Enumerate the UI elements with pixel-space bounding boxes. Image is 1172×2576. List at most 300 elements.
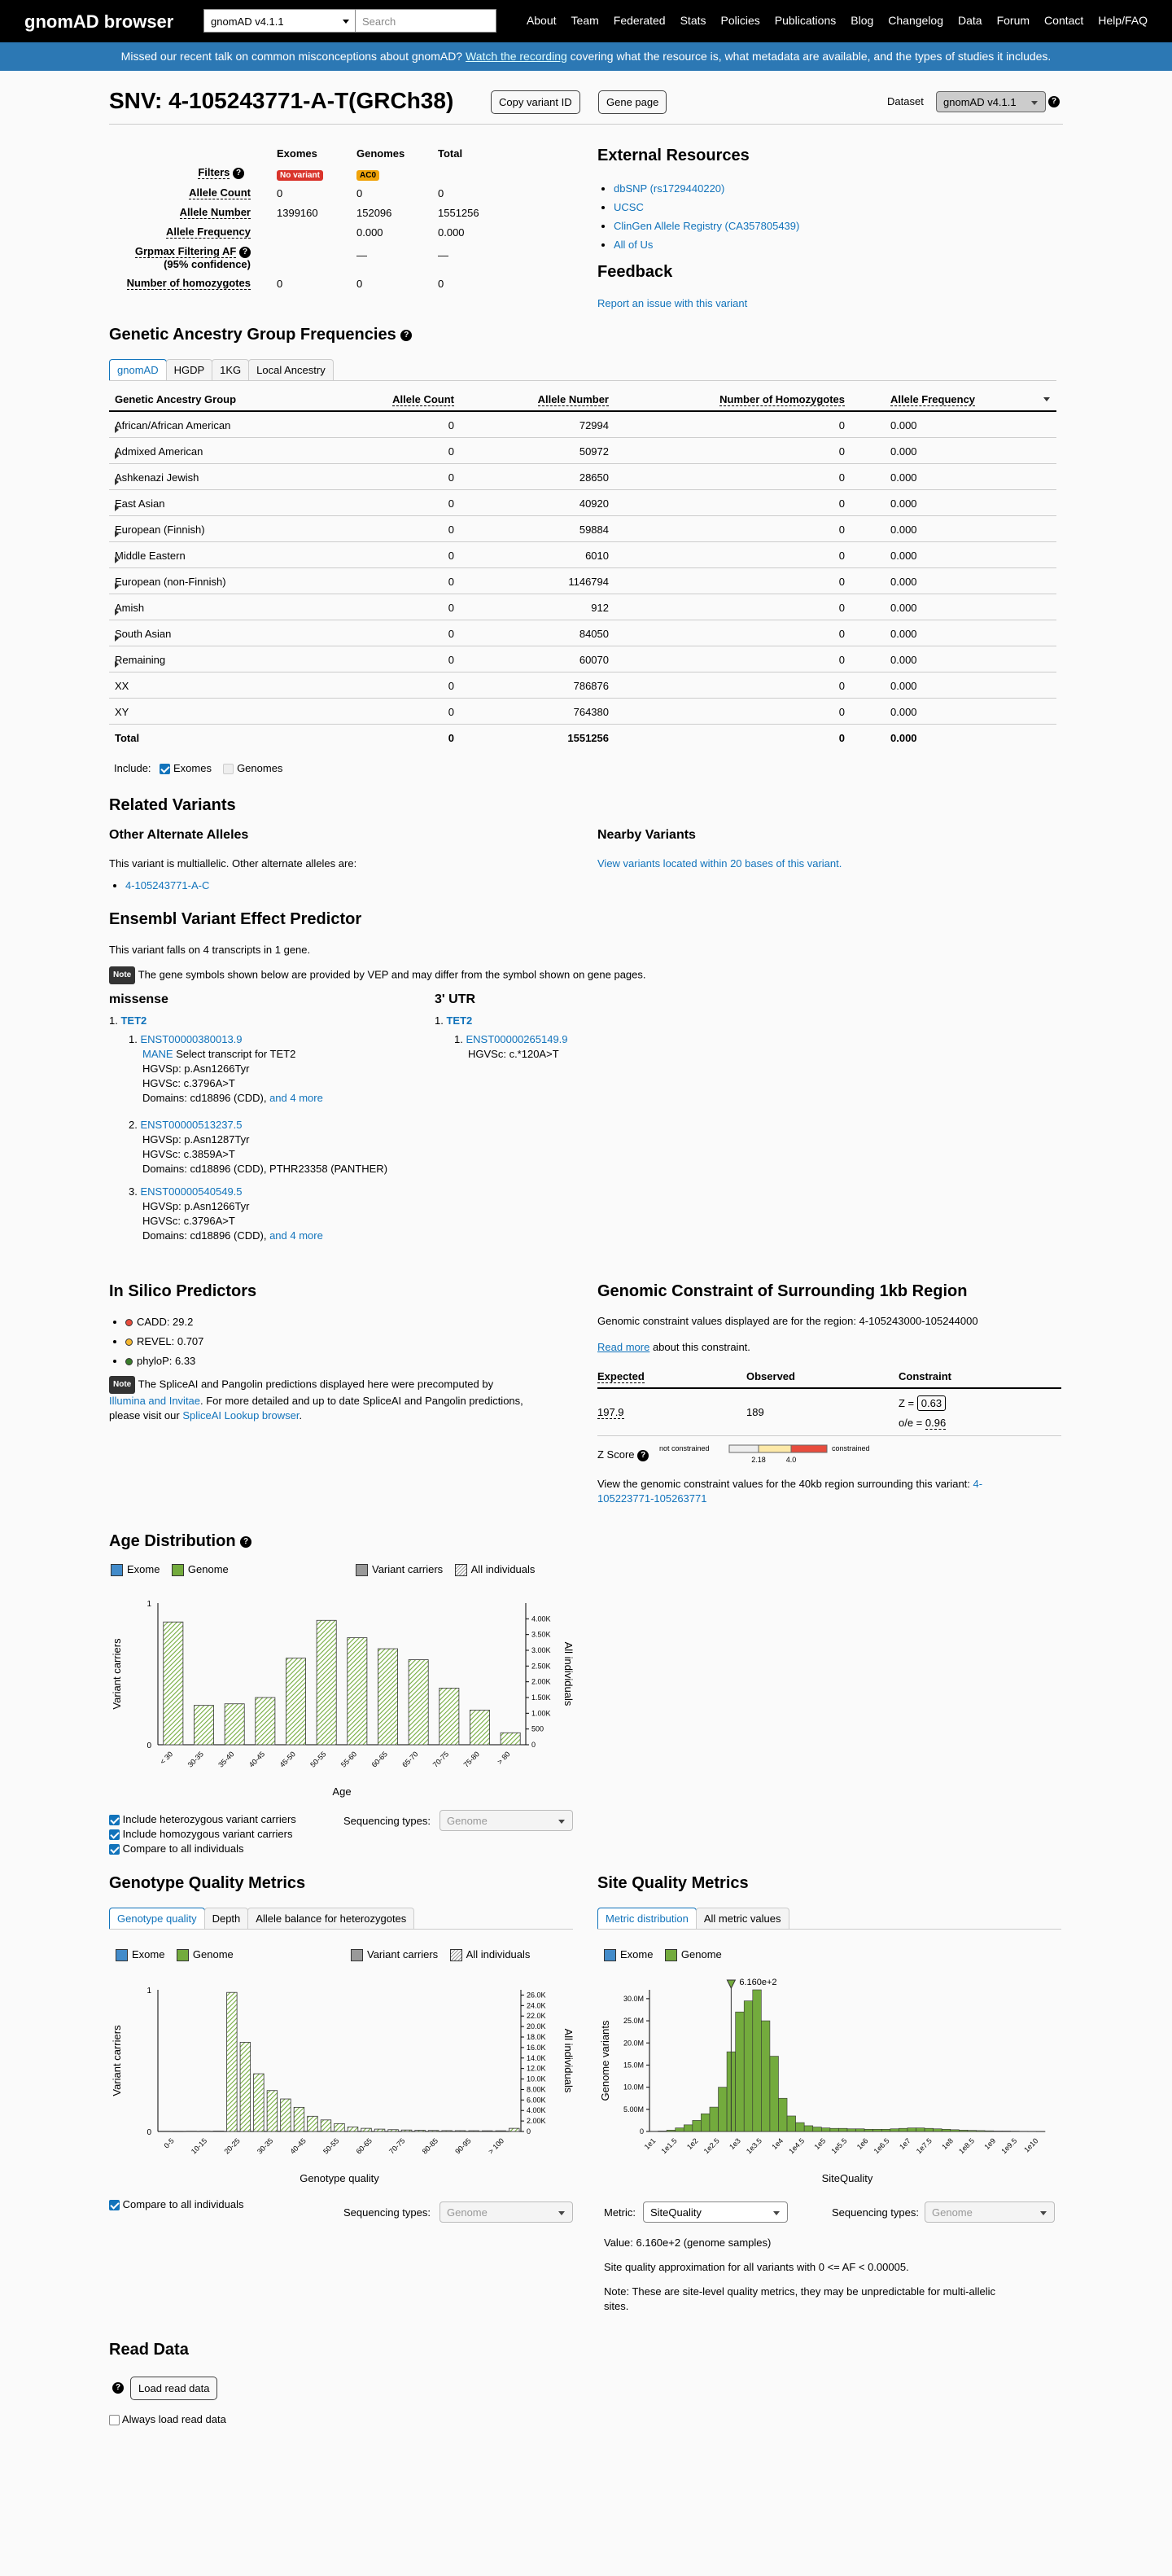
tab-gnomad[interactable]: gnomAD [109, 359, 167, 380]
sq-bar[interactable] [890, 2129, 899, 2131]
header-allele-number[interactable]: Allele Number [537, 393, 609, 405]
nav-link-blog[interactable]: Blog [851, 14, 874, 27]
x-tick-label: 1e1 [642, 2136, 658, 2152]
sq-bar[interactable] [676, 2128, 684, 2131]
x-tick-label: 0-5 [162, 2136, 176, 2150]
load-read-data-button[interactable]: Load read data [130, 2377, 217, 2400]
constrained-label: constrained [832, 1444, 870, 1452]
scale-segment-low [729, 1445, 759, 1452]
expand-triangle-icon[interactable] [115, 583, 119, 589]
expand-triangle-icon[interactable] [115, 479, 119, 485]
x-tick-label: 75-80 [461, 1750, 481, 1769]
include-controls [114, 761, 282, 776]
gq-bar[interactable] [160, 2131, 170, 2132]
sq-bar[interactable] [899, 2128, 907, 2131]
brand-logo[interactable]: gnomAD browser [24, 11, 174, 32]
header-allele-frequency[interactable]: Allele Frequency [890, 393, 976, 405]
legend-exome: Exome [132, 1948, 165, 1960]
sq-bar[interactable] [821, 2128, 830, 2131]
gq-bar[interactable] [388, 2130, 399, 2131]
help-icon[interactable]: ? [637, 1450, 649, 1461]
gq-bar[interactable] [509, 2128, 519, 2131]
read-data-title: Read Data [109, 2341, 189, 2359]
ancestry-cell: 0 [838, 680, 845, 692]
ancestry-cell: 912 [591, 602, 609, 614]
gq-bar[interactable] [200, 2131, 211, 2132]
ancestry-row[interactable] [109, 620, 1056, 646]
help-icon[interactable]: ? [233, 168, 244, 179]
ancestry-cell: 0.000 [890, 628, 917, 640]
region-link-2[interactable]: 105223771-105263771 [597, 1492, 707, 1505]
filters-label [146, 165, 244, 180]
genomes-label: Genomes [237, 762, 283, 774]
gq-bar[interactable] [321, 2120, 331, 2131]
exomes-checkbox[interactable] [160, 764, 170, 774]
zscore-scale [659, 1443, 871, 1469]
gene-page-button[interactable]: Gene page [598, 90, 667, 114]
vep-note-text: The gene symbols shown below are provided by VEP and may differ from the symbol shown on gene pages. [138, 968, 646, 981]
metric-select[interactable] [643, 2201, 788, 2223]
sq-seq-select[interactable] [925, 2201, 1055, 2223]
y2-tick-label: 2.00K [527, 2117, 546, 2126]
nav-link-team[interactable]: Team [571, 14, 599, 27]
homozygous-label: Include homozygous variant carriers [122, 1828, 293, 1840]
ancestry-cell: 0 [838, 497, 845, 510]
illumina-invitae-link[interactable]: Illumina and Invitae [109, 1395, 201, 1407]
legend-all-individuals: All individuals [470, 1563, 536, 1575]
mane-text: Select transcript for TET2 [176, 1048, 296, 1060]
sq-chart [597, 1970, 1069, 2190]
age-bar[interactable] [164, 1622, 183, 1745]
homozygous-checkbox[interactable] [109, 1829, 120, 1840]
x-tick-label: 1e6.5 [872, 2136, 891, 2156]
tab-hgdp[interactable]: HGDP [166, 359, 213, 380]
ancestry-row-label [115, 680, 129, 692]
nav-link-policies[interactable]: Policies [720, 14, 760, 27]
missense-gene: 1. TET2 [109, 1014, 147, 1027]
header-homozygotes[interactable]: Number of Homozygotes [719, 393, 845, 405]
ancestry-row-label [115, 602, 144, 614]
ancestry-row-label [115, 550, 186, 562]
sq-bar[interactable] [907, 2128, 916, 2131]
sq-bar[interactable] [925, 2128, 934, 2131]
y2-tick-label: 16.0K [527, 2043, 546, 2052]
sq-bar[interactable] [1019, 2131, 1028, 2132]
total-an: 1551256 [567, 732, 609, 744]
sq-bar[interactable] [778, 2098, 787, 2131]
ancestry-cell: 0 [838, 654, 845, 666]
sq-bar[interactable] [770, 2057, 779, 2131]
dataset-select[interactable] [203, 9, 358, 33]
sq-bar[interactable] [744, 2001, 753, 2131]
transcript-2: 2. ENST00000513237.5 HGVSp: p.Asn1287Tyr HGVSc: c.3859A>T Domains: cd18896 (CDD), PTHR23358 (PANTHER) [129, 1119, 388, 1175]
sq-bar[interactable] [830, 2128, 839, 2131]
ancestry-group-name: Ashkenazi Jewish [115, 471, 199, 484]
ancestry-row[interactable] [109, 594, 1056, 620]
page-dataset-select[interactable] [936, 91, 1046, 112]
cadd-score: CADD: 29.2 [137, 1316, 194, 1328]
transcript-1: 1. ENST00000380013.9 MANE Select transcript for TET2 HGVSp: p.Asn1266Tyr HGVSc: c.3796A>T Domains: cd18896 (CDD), and 4 more [129, 1033, 323, 1104]
copy-variant-id-button[interactable]: Copy variant ID [491, 90, 580, 114]
expand-triangle-icon[interactable] [115, 661, 119, 668]
ancestry-cell: 0.000 [890, 419, 917, 432]
age-bar[interactable] [194, 1706, 213, 1745]
insilico-title: In Silico Predictors [109, 1282, 257, 1300]
utr-transcript-link[interactable]: ENST00000265149.9 [466, 1033, 568, 1045]
sq-bar[interactable] [719, 2088, 728, 2131]
y-tick-label: 20.0M [623, 2039, 644, 2048]
ancestry-cell: 0 [448, 602, 454, 614]
other-alleles-title: Other Alternate Alleles [109, 828, 249, 842]
transcript-link-2[interactable]: ENST00000513237.5 [140, 1119, 243, 1131]
dbsnp-link[interactable]: dbSNP (rs1729440220) [614, 182, 725, 195]
all-individuals-swatch [450, 1949, 462, 1961]
gq-bar[interactable] [173, 2131, 184, 2132]
exome-swatch[interactable] [111, 1564, 123, 1576]
x-tick-label: 30-35 [186, 1750, 205, 1769]
legend-all-individuals: All individuals [466, 1948, 531, 1960]
header-group[interactable]: Genetic Ancestry Group [115, 393, 237, 405]
banner-link[interactable]: Watch the recording [466, 50, 567, 63]
clingen-link[interactable]: ClinGen Allele Registry (CA357805439) [614, 220, 800, 232]
sq-bar[interactable] [804, 2126, 813, 2131]
ancestry-cell: 0.000 [890, 445, 917, 458]
expand-triangle-icon[interactable] [115, 531, 119, 537]
age-bar[interactable] [409, 1660, 428, 1745]
sq-bar[interactable] [856, 2129, 865, 2131]
gene-link-tet2[interactable]: TET2 [120, 1014, 147, 1027]
constraint-view [597, 1477, 1053, 1506]
expand-triangle-icon[interactable] [115, 427, 119, 433]
exome-swatch[interactable] [604, 1949, 616, 1961]
y2-tick-label: 0 [527, 2127, 531, 2136]
utr-gene-link[interactable]: TET2 [446, 1014, 473, 1027]
sq-bar[interactable] [934, 2129, 942, 2131]
ancestry-cell: 0 [448, 471, 454, 484]
ancestry-cell: 0 [448, 680, 454, 692]
sq-bar[interactable] [649, 2131, 658, 2132]
y-tick-max: 1 [146, 1987, 151, 1996]
help-icon[interactable]: ? [240, 1536, 251, 1548]
domains-3: Domains: cd18896 (CDD), [142, 1229, 267, 1242]
ancestry-row[interactable] [109, 542, 1056, 568]
transcript-link-3[interactable]: ENST00000540549.5 [140, 1185, 243, 1198]
ancestry-group-name: XX [115, 680, 129, 692]
ancestry-cell: 0.000 [890, 471, 917, 484]
sq-bar[interactable] [693, 2120, 702, 2131]
read-more-post: about this constraint. [652, 1341, 750, 1353]
nav-link-contact[interactable]: Contact [1044, 14, 1084, 27]
tab-all-metric-values[interactable]: All metric values [696, 1908, 789, 1929]
region-link[interactable]: 4- [973, 1478, 983, 1490]
sq-bar[interactable] [1028, 2131, 1037, 2132]
ancestry-row[interactable] [109, 412, 1056, 438]
gq-bar[interactable] [240, 2042, 251, 2131]
sort-desc-icon[interactable] [1043, 397, 1050, 401]
nav-link-data[interactable]: Data [958, 14, 982, 27]
sq-bar[interactable] [1036, 2131, 1045, 2132]
y2-axis-title: All individuals [562, 2028, 575, 2093]
y-tick-min: 0 [146, 1741, 151, 1750]
genome-swatch[interactable] [665, 1949, 677, 1961]
more-domains-link-1[interactable]: and 4 more [269, 1092, 323, 1104]
revel-score: REVEL: 0.707 [137, 1335, 204, 1347]
exome-swatch[interactable] [116, 1949, 128, 1961]
arrow-down-icon [727, 1980, 735, 1988]
more-domains-link-3[interactable]: and 4 more [269, 1229, 323, 1242]
tab-metric-distribution[interactable]: Metric distribution [597, 1908, 697, 1929]
summary-cell: 152096 [356, 207, 392, 219]
nav-link-about[interactable]: About [526, 14, 557, 27]
page-dataset-value: gnomAD v4.1.1 [943, 96, 1017, 108]
ancestry-row[interactable] [109, 490, 1056, 516]
x-axis-title: Genotype quality [300, 2172, 379, 2184]
revel-dot-icon [125, 1338, 133, 1346]
nav-link-stats[interactable]: Stats [680, 14, 706, 27]
header-allele-count[interactable]: Allele Count [392, 393, 454, 405]
x-tick-label: 1e7 [898, 2136, 912, 2152]
transcript-link-1[interactable]: ENST00000380013.9 [140, 1033, 243, 1045]
report-issue-link[interactable]: Report an issue with this variant [597, 297, 748, 309]
x-tick-label: > 80 [495, 1750, 512, 1766]
gq-seq-select[interactable] [440, 2201, 573, 2223]
gq-bar[interactable] [281, 2099, 291, 2131]
tab-depth[interactable]: Depth [204, 1908, 249, 1929]
ancestry-row[interactable] [109, 646, 1056, 672]
x-tick-label: 1e10 [1022, 2136, 1040, 2154]
sq-bar[interactable] [1011, 2131, 1020, 2132]
gq-bar[interactable] [186, 2131, 197, 2132]
ancestry-row-label [115, 445, 203, 458]
expand-triangle-icon[interactable] [115, 557, 119, 563]
constraint-view-text: View the genomic constraint values for the 40kb region surrounding this variant: [597, 1478, 970, 1490]
chevron-down-icon [773, 2211, 780, 2215]
ucsc-link[interactable]: UCSC [614, 201, 644, 213]
ancestry-row [109, 672, 1056, 699]
gq-bar[interactable] [401, 2130, 412, 2131]
metric-select-value: SiteQuality [650, 2206, 702, 2219]
nav-link-forum[interactable]: Forum [996, 14, 1030, 27]
sq-bar[interactable] [838, 2128, 847, 2131]
sq-bar[interactable] [701, 2114, 710, 2131]
sq-bar[interactable] [864, 2129, 873, 2131]
y2-tick-label: 3.00K [531, 1646, 551, 1654]
gq-bar[interactable] [227, 1992, 238, 2131]
genome-swatch[interactable] [177, 1949, 189, 1961]
ancestry-row[interactable] [109, 438, 1056, 464]
total-hom: 0 [838, 732, 845, 744]
help-icon[interactable]: ? [1048, 96, 1060, 107]
sq-bar[interactable] [959, 2130, 968, 2131]
gq-compare-checkbox[interactable] [109, 2200, 120, 2210]
age-seq-select[interactable] [440, 1810, 573, 1831]
x-tick-label: 40-45 [247, 1750, 267, 1769]
sq-bar[interactable] [813, 2127, 822, 2131]
x-tick-label: 1e4 [770, 2136, 785, 2152]
ancestry-cell: 0 [448, 706, 454, 718]
age-bar[interactable] [256, 1698, 275, 1745]
always-load-checkbox[interactable] [109, 2415, 120, 2425]
summary-row-label-text: Allele Number [179, 206, 251, 218]
constraint-read-more [597, 1340, 750, 1355]
ancestry-cell: 0.000 [890, 550, 917, 562]
announcement-banner [0, 42, 1172, 71]
dataset-label: Dataset [887, 95, 924, 107]
sq-bar[interactable] [710, 2107, 719, 2131]
compare-all-checkbox[interactable] [109, 1844, 120, 1855]
sq-bar[interactable] [796, 2123, 805, 2131]
sq-bar[interactable] [761, 2021, 770, 2131]
sq-bar[interactable] [881, 2129, 890, 2131]
sq-bar[interactable] [753, 1990, 762, 2131]
ancestry-row[interactable] [109, 464, 1056, 490]
ancestry-group-name: Admixed American [115, 445, 203, 458]
age-bar[interactable] [378, 1649, 397, 1745]
chevron-down-icon [558, 2211, 565, 2215]
metric-label: Metric: [604, 2206, 636, 2219]
z-score: 0.63 [917, 1395, 946, 1411]
ancestry-group-name: Remaining [115, 654, 166, 666]
sq-bar[interactable] [667, 2130, 676, 2131]
y-tick-label: 25.0M [623, 2017, 644, 2026]
total-af: 0.000 [890, 732, 917, 744]
y2-tick-label: 24.0K [527, 2001, 546, 2010]
tab-local-ancestry[interactable]: Local Ancestry [248, 359, 334, 380]
spliceai-lookup-link[interactable]: SpliceAI Lookup browser [182, 1409, 300, 1422]
ancestry-cell: 0 [838, 602, 845, 614]
ancestry-cell: 0 [838, 471, 845, 484]
summary-cell: 0 [356, 278, 363, 290]
age-bar[interactable] [286, 1658, 305, 1745]
ancestry-row[interactable] [109, 516, 1056, 542]
ancestry-row-label [115, 497, 164, 510]
ancestry-row[interactable] [109, 568, 1056, 594]
utr-hgvsc: HGVSc: c.*120A>T [468, 1048, 559, 1060]
hgvsc-1: HGVSc: c.3796A>T [142, 1077, 235, 1089]
nav-link-federated[interactable]: Federated [613, 14, 666, 27]
z-value [899, 1397, 946, 1409]
age-bar[interactable] [470, 1710, 489, 1745]
mane-link[interactable]: MANE [142, 1048, 173, 1060]
nearby-variants-link[interactable]: View variants located within 20 bases of this variant. [597, 857, 842, 870]
gq-bar[interactable] [254, 2074, 265, 2131]
x-tick-label: 1e1.5 [659, 2136, 679, 2156]
age-bar[interactable] [440, 1688, 459, 1745]
sq-bar[interactable] [847, 2129, 856, 2131]
gq-bar[interactable] [308, 2116, 318, 2131]
ancestry-group-name: Amish [115, 602, 145, 614]
help-icon[interactable]: ? [239, 247, 251, 258]
heterozygous-checkbox[interactable] [109, 1815, 120, 1825]
ancestry-total-row [109, 725, 1056, 751]
sq-bar[interactable] [942, 2129, 951, 2131]
genome-swatch[interactable] [172, 1564, 184, 1576]
ancestry-row-label [115, 628, 171, 640]
expand-triangle-icon[interactable] [115, 505, 119, 511]
sq-bar[interactable] [736, 2012, 745, 2131]
heterozygous-label: Include heterozygous variant carriers [122, 1813, 296, 1825]
y2-tick-label: 12.0K [527, 2064, 546, 2073]
ancestry-cell: 0 [448, 497, 454, 510]
genomes-checkbox[interactable] [223, 764, 234, 774]
tab-allele-balance[interactable]: Allele balance for heterozygotes [247, 1908, 414, 1929]
scale-segment-high [791, 1445, 827, 1452]
oe-label: o/e = [899, 1417, 923, 1429]
sq-bar[interactable] [684, 2125, 693, 2131]
y-axis-title: Variant carriers [111, 2025, 123, 2096]
z-label: Z = [899, 1397, 915, 1409]
age-bar[interactable] [317, 1620, 336, 1745]
nav-link-changelog[interactable]: Changelog [888, 14, 944, 27]
ancestry-cell: 0.000 [890, 576, 917, 588]
tab-1kg[interactable]: 1KG [212, 359, 249, 380]
sq-bar[interactable] [787, 2116, 796, 2131]
sq-bar[interactable] [951, 2130, 960, 2131]
nav-link-publications[interactable]: Publications [774, 14, 837, 27]
age-bar[interactable] [501, 1733, 520, 1745]
sq-bar[interactable] [916, 2128, 925, 2131]
gq-bar[interactable] [348, 2127, 358, 2131]
note-badge: Note [109, 966, 135, 984]
other-alleles-list [125, 879, 209, 892]
age-chart [109, 1584, 581, 1803]
gq-title: Genotype Quality Metrics [109, 1874, 306, 1892]
x-tick-label: 90-95 [453, 2136, 473, 2156]
gq-bar[interactable] [361, 2128, 372, 2131]
sq-bar[interactable] [873, 2129, 882, 2131]
gq-bar[interactable] [335, 2123, 345, 2131]
predictor-list [125, 1312, 203, 1371]
age-bar[interactable] [225, 1704, 244, 1745]
age-bar[interactable] [348, 1638, 367, 1745]
nav-links [527, 14, 1148, 27]
expand-triangle-icon[interactable] [115, 453, 119, 459]
search-input[interactable]: Search [355, 9, 496, 33]
feedback-title: Feedback [597, 263, 673, 281]
ancestry-cell: 0.000 [890, 680, 917, 692]
gq-bar[interactable] [267, 2091, 278, 2131]
domains-2: Domains: cd18896 (CDD), PTHR23358 (PANTHER) [142, 1163, 388, 1175]
allele-link[interactable]: 4-105243771-A-C [125, 879, 210, 892]
allofus-link[interactable]: All of Us [614, 239, 654, 251]
ancestry-group-name: South Asian [115, 628, 172, 640]
gq-bar[interactable] [294, 2107, 304, 2131]
all-individuals-swatch [455, 1564, 467, 1576]
expand-triangle-icon[interactable] [115, 609, 119, 616]
constraint-row [597, 1391, 1061, 1436]
top-navbar [0, 0, 1172, 42]
tab-genotype-quality[interactable]: Genotype quality [109, 1908, 205, 1929]
ancestry-cell: 6010 [585, 550, 609, 562]
gq-bar[interactable] [374, 2129, 385, 2131]
x-tick-label: 1e6 [855, 2136, 870, 2152]
help-icon[interactable]: ? [112, 2382, 124, 2394]
not-constrained-label: not constrained [659, 1444, 710, 1452]
help-icon[interactable]: ? [400, 330, 412, 341]
ancestry-cell: 72994 [579, 419, 609, 432]
nav-link-help[interactable]: Help/FAQ [1098, 14, 1148, 27]
expand-triangle-icon[interactable] [115, 635, 119, 642]
phylop-dot-icon [125, 1358, 133, 1365]
y2-tick-label: 1.00K [531, 1709, 551, 1718]
exomes-label: Exomes [173, 762, 212, 774]
y2-tick-label: 2.00K [531, 1677, 551, 1686]
summary-cell: 0 [277, 278, 283, 290]
compare-all-label: Compare to all individuals [122, 1842, 244, 1855]
summary-cell: 1399160 [277, 207, 318, 219]
summary-row-label [122, 206, 251, 218]
read-more-link[interactable]: Read more [597, 1341, 650, 1353]
